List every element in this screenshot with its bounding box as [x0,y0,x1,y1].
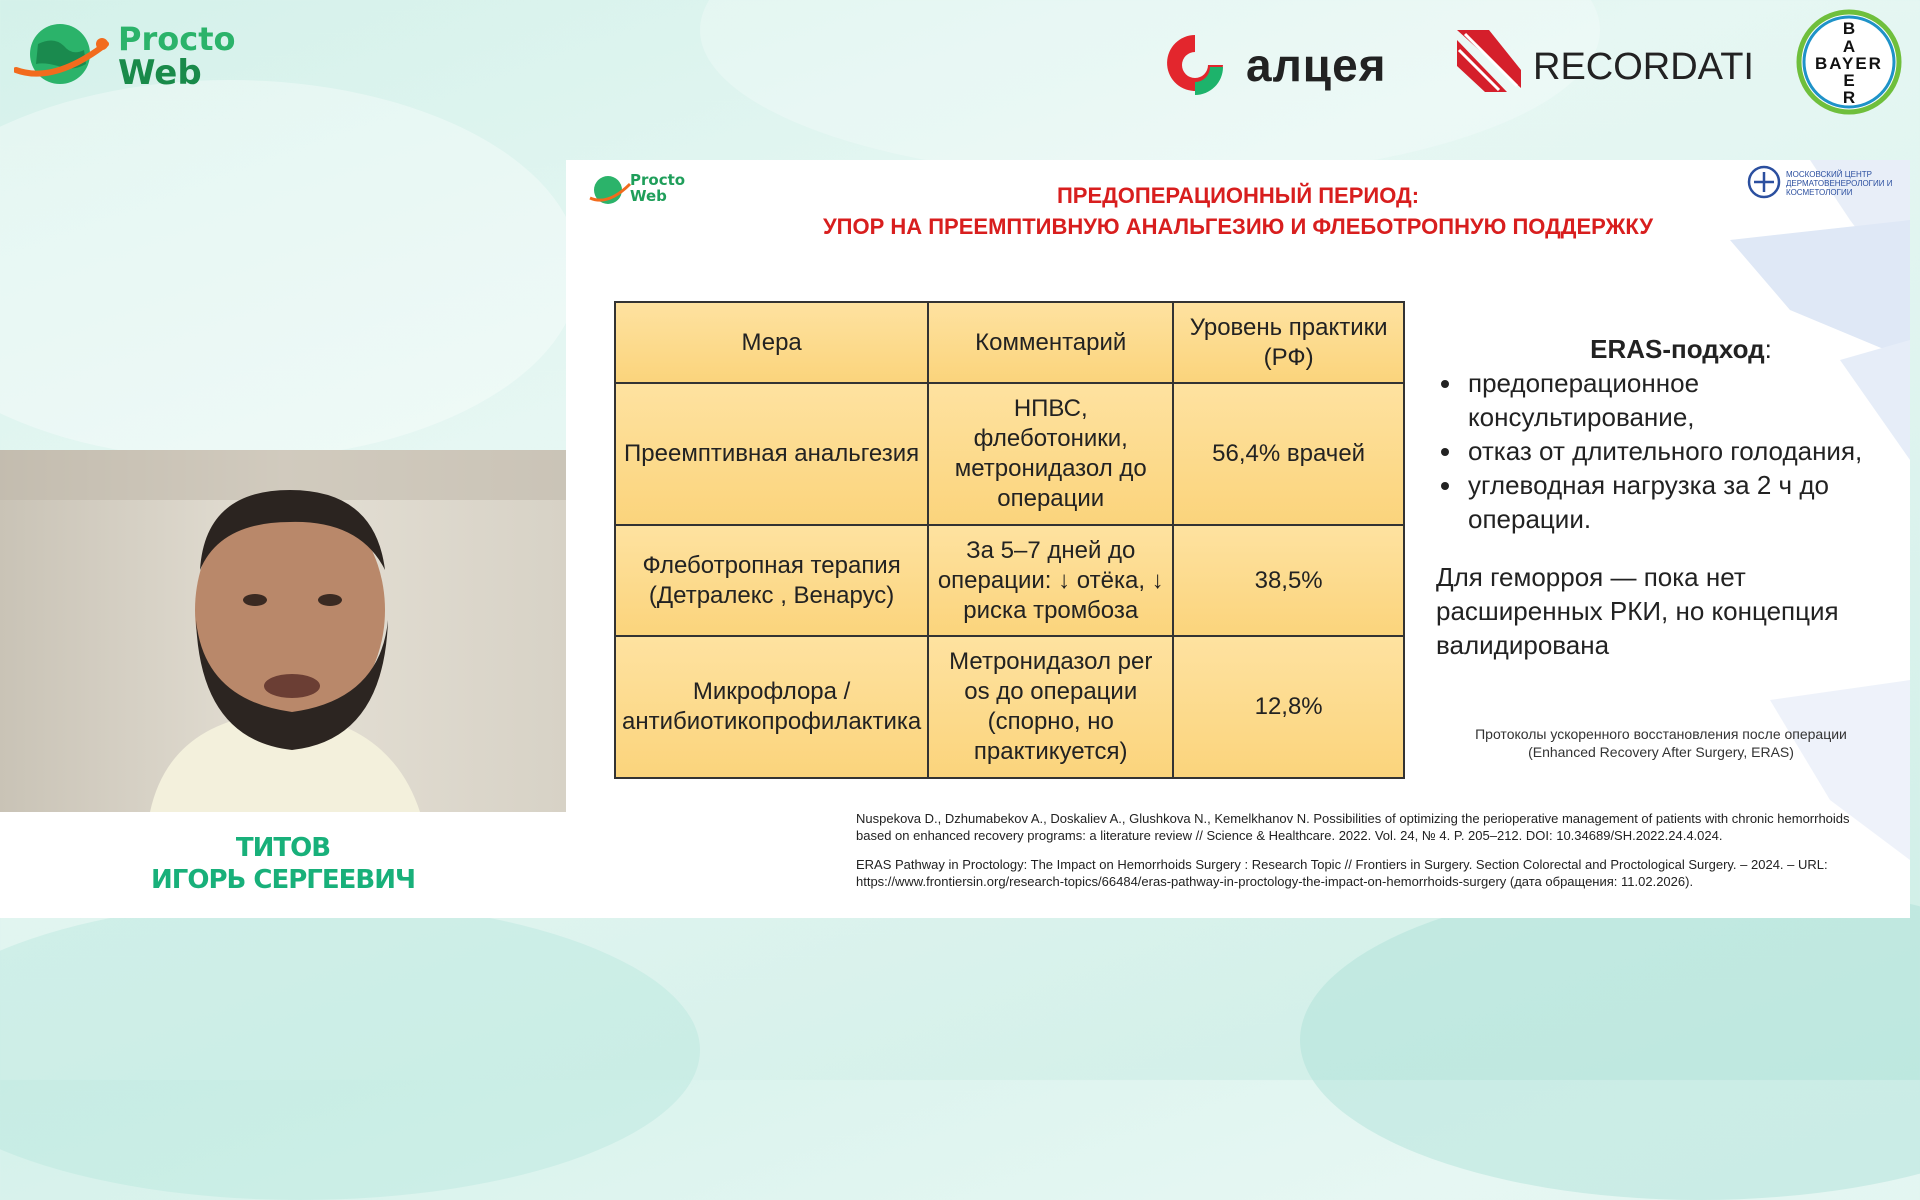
table-header-row [615,302,1404,383]
presentation-slide [566,160,1910,918]
globe-icon [14,14,114,94]
table-cell: За 5–7 дней до операции: ↓ отёка, ↓ риска тромбоза [928,525,1173,636]
altseya-mark-icon [1160,30,1230,100]
sponsor-recordati-logo [1455,26,1754,96]
table-header-cell: Мера [615,302,928,383]
table-cell: 38,5% [1173,525,1404,636]
reference-item: ERAS Pathway in Proctology: The Impact on Hemorrhoids Surgery : Research Topic // Frontiers in Surgery. Section Colorectal and Proctological Surgery. – 2024. – URL: https://www.frontiersin.org/research-topics/66484/eras-pathway-in-proctology-the-impact-on-hemorrhoids-surgery (дата обращения: 11.02.2026). [856,857,1828,889]
eras-list [1436,366,1886,536]
slide-title [566,180,1910,242]
eras-title [1436,332,1886,366]
svg-text:E: E [1843,71,1855,90]
list-item: • предоперационное консультирование, [1464,366,1886,434]
eras-title-text: ERAS-подход [1590,334,1765,364]
table-header-cell: Комментарий [928,302,1173,383]
speaker-video [0,450,566,812]
recordati-wordmark: RECORDATI [1533,46,1754,88]
bayer-cross-icon [1790,8,1908,116]
eras-panel [1436,332,1886,662]
slide-title-line2: УПОР НА ПРЕЕМПТИВНУЮ АНАЛЬГЕЗИЮ И ФЛЕБОТРОПНУЮ ПОДДЕРЖКУ [822,214,1654,239]
eras-protocol-caption [1436,725,1886,761]
table-row [615,525,1404,636]
list-item: • углеводная нагрузка за 2 ч до операции. [1464,468,1886,536]
eras-protocol-line1: Протоколы ускоренного восстановления после операции [1475,726,1847,742]
table-cell: НПВС, флеботоники, метронидазол до операции [928,383,1173,525]
table-cell: Флеботропная терапия (Детралекс , Венарус) [615,525,928,636]
speaker-name-card [0,812,566,918]
speaker-last-name: ТИТОВ [235,833,331,863]
speaker-portrait [0,450,566,812]
table-cell: Метронидазол per os до операции (спорно, но практикуется) [928,636,1173,778]
slide-logo-line2: Web [630,187,667,205]
speaker-first-name: ИГОРЬ СЕРГЕЕВИЧ [151,865,415,895]
slide-logo-line1: Procto [630,171,686,189]
eras-title-colon: : [1764,334,1772,364]
background-blob [1300,880,1920,1200]
references [856,810,1876,902]
table-cell: 56,4% врачей [1173,383,1404,525]
eras-protocol-line2: (Enhanced Recovery After Surgery, ERAS) [1528,744,1794,760]
moscow-center-name: МОСКОВСКИЙ ЦЕНТР ДЕРМАТОВЕНЕРОЛОГИИ И КОСМЕТОЛОГИИ [1786,170,1893,197]
table-cell: Преемптивная анальгезия [615,383,928,525]
practice-table [614,301,1405,779]
altseya-wordmark: алцея [1246,39,1387,91]
recordati-mark-icon [1455,26,1525,96]
reference-item: Nuspekova D., Dzhumabekov A., Doskaliev A., Glushkova N., Kemelkhanov N. Possibilities of optimizing the perioperative management of patients with chronic hemorrhoids based on enhanced recovery programs: a literature review // Science & Healthcare. 2022. Vol. 24, № 4. P. 205–212. DOI: 10.34689/SH.2022.24.4.024. [856,811,1850,843]
sponsor-bayer-logo [1790,8,1908,116]
list-item: • отказ от длительного голодания, [1464,434,1886,468]
brand-line2: Web [118,53,202,93]
procto-web-logo [14,14,236,94]
table-row [615,636,1404,778]
table-cell: Микрофлора / антибиотикопрофилактика [615,636,928,778]
eras-note: Для геморроя — пока нет расширенных РКИ, но концепция валидирована [1436,562,1839,660]
background-blob [0,80,580,460]
slide-title-line1: ПРЕДОПЕРАЦИОННЫЙ ПЕРИОД: [1056,183,1420,208]
table-header-cell: Уровень практики (РФ) [1173,302,1404,383]
background-blob [0,900,700,1200]
svg-text:BAYER: BAYER [1815,54,1883,73]
brand-wordmark [118,20,236,93]
brand-line1: Procto [118,20,236,58]
table-row [615,383,1404,525]
svg-text:R: R [1842,88,1856,107]
svg-text:B: B [1842,19,1856,38]
sponsor-altseya-logo [1160,30,1410,100]
table-cell: 12,8% [1173,636,1404,778]
svg-text:A: A [1842,37,1856,56]
